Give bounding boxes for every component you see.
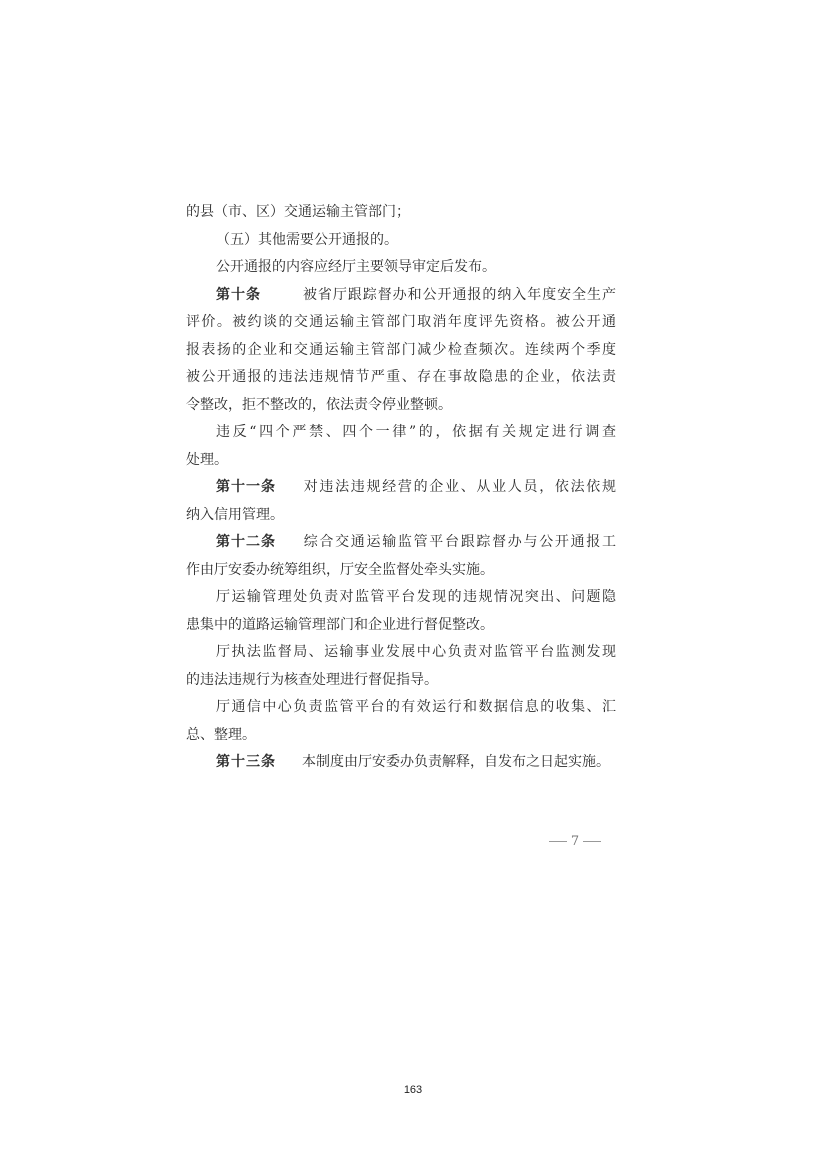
text-line: 的县（市、区）交通运输主管部门； <box>186 204 410 220</box>
text-line: 报表扬的企业和交通运输主管部门减少检查频次。连续两个季度 <box>186 341 616 358</box>
text-line: 的违法违规行为核查处理进行督促指导。 <box>186 671 438 688</box>
text-line: （五）其他需要公开通报的。 <box>216 231 398 248</box>
text-line: 纳入信用管理。 <box>186 506 284 523</box>
text-line: 处理。 <box>186 451 228 468</box>
document-body <box>186 199 616 777</box>
dash-right <box>583 841 601 842</box>
text-line: 厅运输管理处负责对监管平台发现的违规情况突出、问题隐 <box>216 589 616 605</box>
text-line: 评价。被约谈的交通运输主管部门取消年度评先资格。被公开通 <box>186 314 616 330</box>
outer-page-number: 163 <box>403 1084 423 1096</box>
text-line: 违反“四个严禁、四个一律”的，依据有关规定进行调查 <box>216 424 616 440</box>
text-line: 厅通信中心负责监管平台的有效运行和数据信息的收集、汇 <box>216 699 616 715</box>
text-line: 被公开通报的违法违规情节严重、存在事故隐患的企业，依法责 <box>186 369 616 385</box>
article-10-line: 第十条 被省厅跟踪督办和公开通报的纳入年度安全生产 <box>186 282 616 310</box>
article-11-line: 第十一条 对违法违规经营的企业、从业人员，依法依规 <box>186 474 616 502</box>
text-line: 厅执法监督局、运输事业发展中心负责对监管平台监测发现 <box>216 644 616 660</box>
article-heading: 第十条 <box>216 286 261 303</box>
text-line: 作由厅安委办统筹组织，厅安全监督处牵头实施。 <box>186 561 494 578</box>
inner-page-number-value: 7 <box>570 833 580 849</box>
text-line: 公开通报的内容应经厅主要领导审定后发布。 <box>216 259 496 275</box>
text-line: 患集中的道路运输管理部门和企业进行督促整改。 <box>186 616 494 633</box>
inner-page-number <box>540 831 610 851</box>
article-heading: 第十二条 <box>216 534 276 550</box>
text-line: 总、整理。 <box>186 726 256 743</box>
dash-left <box>549 841 567 842</box>
article-13-line: 第十三条 本制度由厅安委办负责解释，自发布之日起实施。 <box>186 749 616 777</box>
article-heading: 第十一条 <box>216 479 276 495</box>
text-line: 令整改，拒不整改的，依法责令停业整顿。 <box>186 396 452 413</box>
article-heading: 第十三条 <box>216 754 276 770</box>
article-12-line: 第十二条 综合交通运输监管平台跟踪督办与公开通报工 <box>186 529 616 557</box>
